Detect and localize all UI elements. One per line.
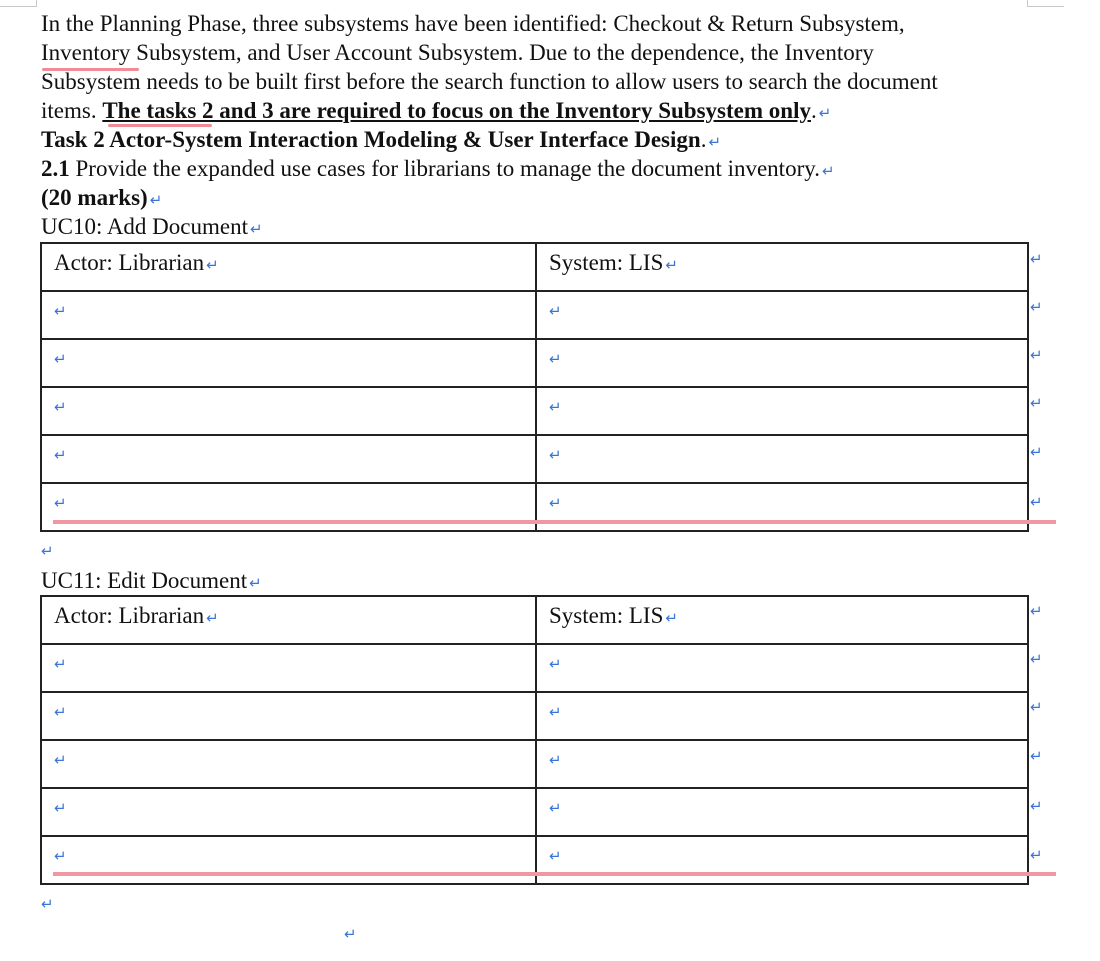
task-heading-text: Task 2 Actor-System Interaction Modeling & User Interface Design (41, 127, 701, 152)
paragraph-mark-icon: ↵ (822, 162, 835, 180)
paragraph-mark-icon: ↵ (818, 104, 832, 122)
uc11-system-header: System: LIS (549, 603, 664, 628)
question-line (41, 154, 835, 186)
marks-line (41, 183, 162, 215)
paragraph-mark-icon: ↵ (549, 751, 562, 769)
row-end-mark-icon: ↵ (1030, 650, 1043, 668)
system-response-cell[interactable] (536, 644, 1028, 692)
paragraph-mark-icon: ↵ (54, 799, 67, 817)
uc10-system-header-cell[interactable] (536, 243, 1028, 291)
paragraph-line-4-end: . (810, 98, 817, 123)
system-response-cell[interactable] (536, 740, 1028, 788)
task-heading (41, 125, 721, 157)
table-row (41, 788, 1028, 836)
system-response-cell[interactable] (536, 692, 1028, 740)
row-end-mark-icon: ↵ (1030, 443, 1043, 461)
actor-step-cell[interactable] (41, 740, 536, 788)
actor-step-cell[interactable] (41, 387, 536, 435)
uc11-actor-header: Actor: Librarian (54, 603, 205, 628)
paragraph-mark-icon: ↵ (54, 398, 67, 416)
actor-step-cell[interactable] (41, 836, 536, 884)
uc10-actor-header: Actor: Librarian (54, 250, 205, 275)
paragraph-mark-icon: ↵ (344, 925, 357, 943)
table-row (41, 596, 1028, 644)
actor-step-cell[interactable] (41, 291, 536, 339)
actor-step-cell[interactable] (41, 692, 536, 740)
uc11-title-line (41, 566, 262, 598)
paragraph-mark-icon: ↵ (708, 133, 722, 151)
uc11-table (40, 595, 1029, 885)
row-end-mark-icon: ↵ (1030, 846, 1043, 864)
row-end-mark-icon: ↵ (1030, 394, 1043, 412)
paragraph-line-1: In the Planning Phase, three subsystems have been identified: Checkout & Return Subsystem, (41, 11, 905, 36)
paragraph-mark-icon: ↵ (549, 799, 562, 817)
paragraph-mark-icon: ↵ (54, 302, 67, 320)
table-row (41, 435, 1028, 483)
paragraph-mark-icon: ↵ (54, 350, 67, 368)
table-row (41, 836, 1028, 884)
actor-step-cell[interactable] (41, 435, 536, 483)
table-row (41, 387, 1028, 435)
paragraph-line-4-text: items. (41, 98, 103, 123)
paragraph-mark-icon: ↵ (149, 191, 163, 209)
paragraph-mark-icon: ↵ (549, 302, 562, 320)
uc10-actor-header-cell[interactable] (41, 243, 536, 291)
actor-step-cell[interactable] (41, 644, 536, 692)
table-row (41, 291, 1028, 339)
uc10-title-line (41, 212, 263, 244)
page-corner-top-right (1027, 0, 1064, 7)
system-response-cell[interactable] (536, 836, 1028, 884)
paragraph-mark-icon: ↵ (549, 446, 562, 464)
uc10-title: UC10: Add Document (41, 214, 248, 239)
paragraph-line-2: Inventory Subsystem, and User Account Subsystem. Due to the dependence, the Inventory (41, 40, 874, 65)
question-number: 2.1 (41, 156, 70, 181)
paragraph-mark-icon: ↵ (54, 494, 67, 512)
paragraph-mark-icon: ↵ (41, 542, 54, 560)
row-end-mark-icon: ↵ (1030, 250, 1043, 268)
actor-step-cell[interactable] (41, 339, 536, 387)
uc11-title: UC11: Edit Document (41, 568, 248, 593)
system-response-cell[interactable] (536, 435, 1028, 483)
row-end-mark-icon: ↵ (1030, 346, 1043, 364)
paragraph-mark-icon: ↵ (549, 655, 562, 673)
question-marks: (20 marks) (41, 185, 148, 210)
system-response-cell[interactable] (536, 291, 1028, 339)
paragraph-mark-icon: ↵ (549, 350, 562, 368)
paragraph-mark-icon: ↵ (54, 655, 67, 673)
paragraph-mark-icon: ↵ (41, 895, 54, 913)
paragraph-mark-icon: ↵ (206, 609, 219, 627)
track-change-line (53, 520, 1056, 524)
table-row (41, 339, 1028, 387)
paragraph-mark-icon: ↵ (549, 494, 562, 512)
system-response-cell[interactable] (536, 788, 1028, 836)
paragraph-mark-icon: ↵ (54, 446, 67, 464)
table-row (41, 644, 1028, 692)
paragraph-mark-icon: ↵ (549, 398, 562, 416)
paragraph-mark-icon: ↵ (54, 703, 67, 721)
paragraph-mark-icon: ↵ (549, 703, 562, 721)
uc11-system-header-cell[interactable] (536, 596, 1028, 644)
task-heading-end: . (700, 127, 707, 152)
paragraph-mark-icon: ↵ (665, 609, 678, 627)
paragraph-line-3: Subsystem needs to be built first before the search function to allow users to search the document (41, 69, 938, 94)
uc10-system-header: System: LIS (549, 250, 664, 275)
row-end-mark-icon: ↵ (1030, 797, 1043, 815)
system-response-cell[interactable] (536, 387, 1028, 435)
row-end-mark-icon: ↵ (1030, 698, 1043, 716)
actor-step-cell[interactable] (41, 788, 536, 836)
row-end-mark-icon: ↵ (1030, 298, 1043, 316)
system-response-cell[interactable] (536, 339, 1028, 387)
paragraph-mark-icon: ↵ (250, 220, 263, 238)
paragraph-mark-icon: ↵ (54, 751, 67, 769)
paragraph-mark-icon: ↵ (549, 847, 562, 865)
row-end-mark-icon: ↵ (1030, 747, 1043, 765)
paragraph-mark-icon: ↵ (249, 574, 262, 592)
uc10-table (40, 242, 1029, 532)
emphasis-text: The tasks 2 and 3 are required to focus on the Inventory Subsystem only (102, 98, 811, 123)
table-row (41, 740, 1028, 788)
question-text: Provide the expanded use cases for librarians to manage the document inventory. (69, 156, 820, 181)
paragraph-mark-icon: ↵ (665, 256, 678, 274)
row-end-mark-icon: ↵ (1030, 493, 1043, 511)
table-row (41, 692, 1028, 740)
uc11-actor-header-cell[interactable] (41, 596, 536, 644)
track-change-line (53, 872, 1056, 876)
table-row (41, 243, 1028, 291)
paragraph-mark-icon: ↵ (206, 256, 219, 274)
paragraph-mark-icon: ↵ (54, 847, 67, 865)
row-end-mark-icon: ↵ (1030, 602, 1043, 620)
page-corner-top-left (0, 0, 37, 7)
